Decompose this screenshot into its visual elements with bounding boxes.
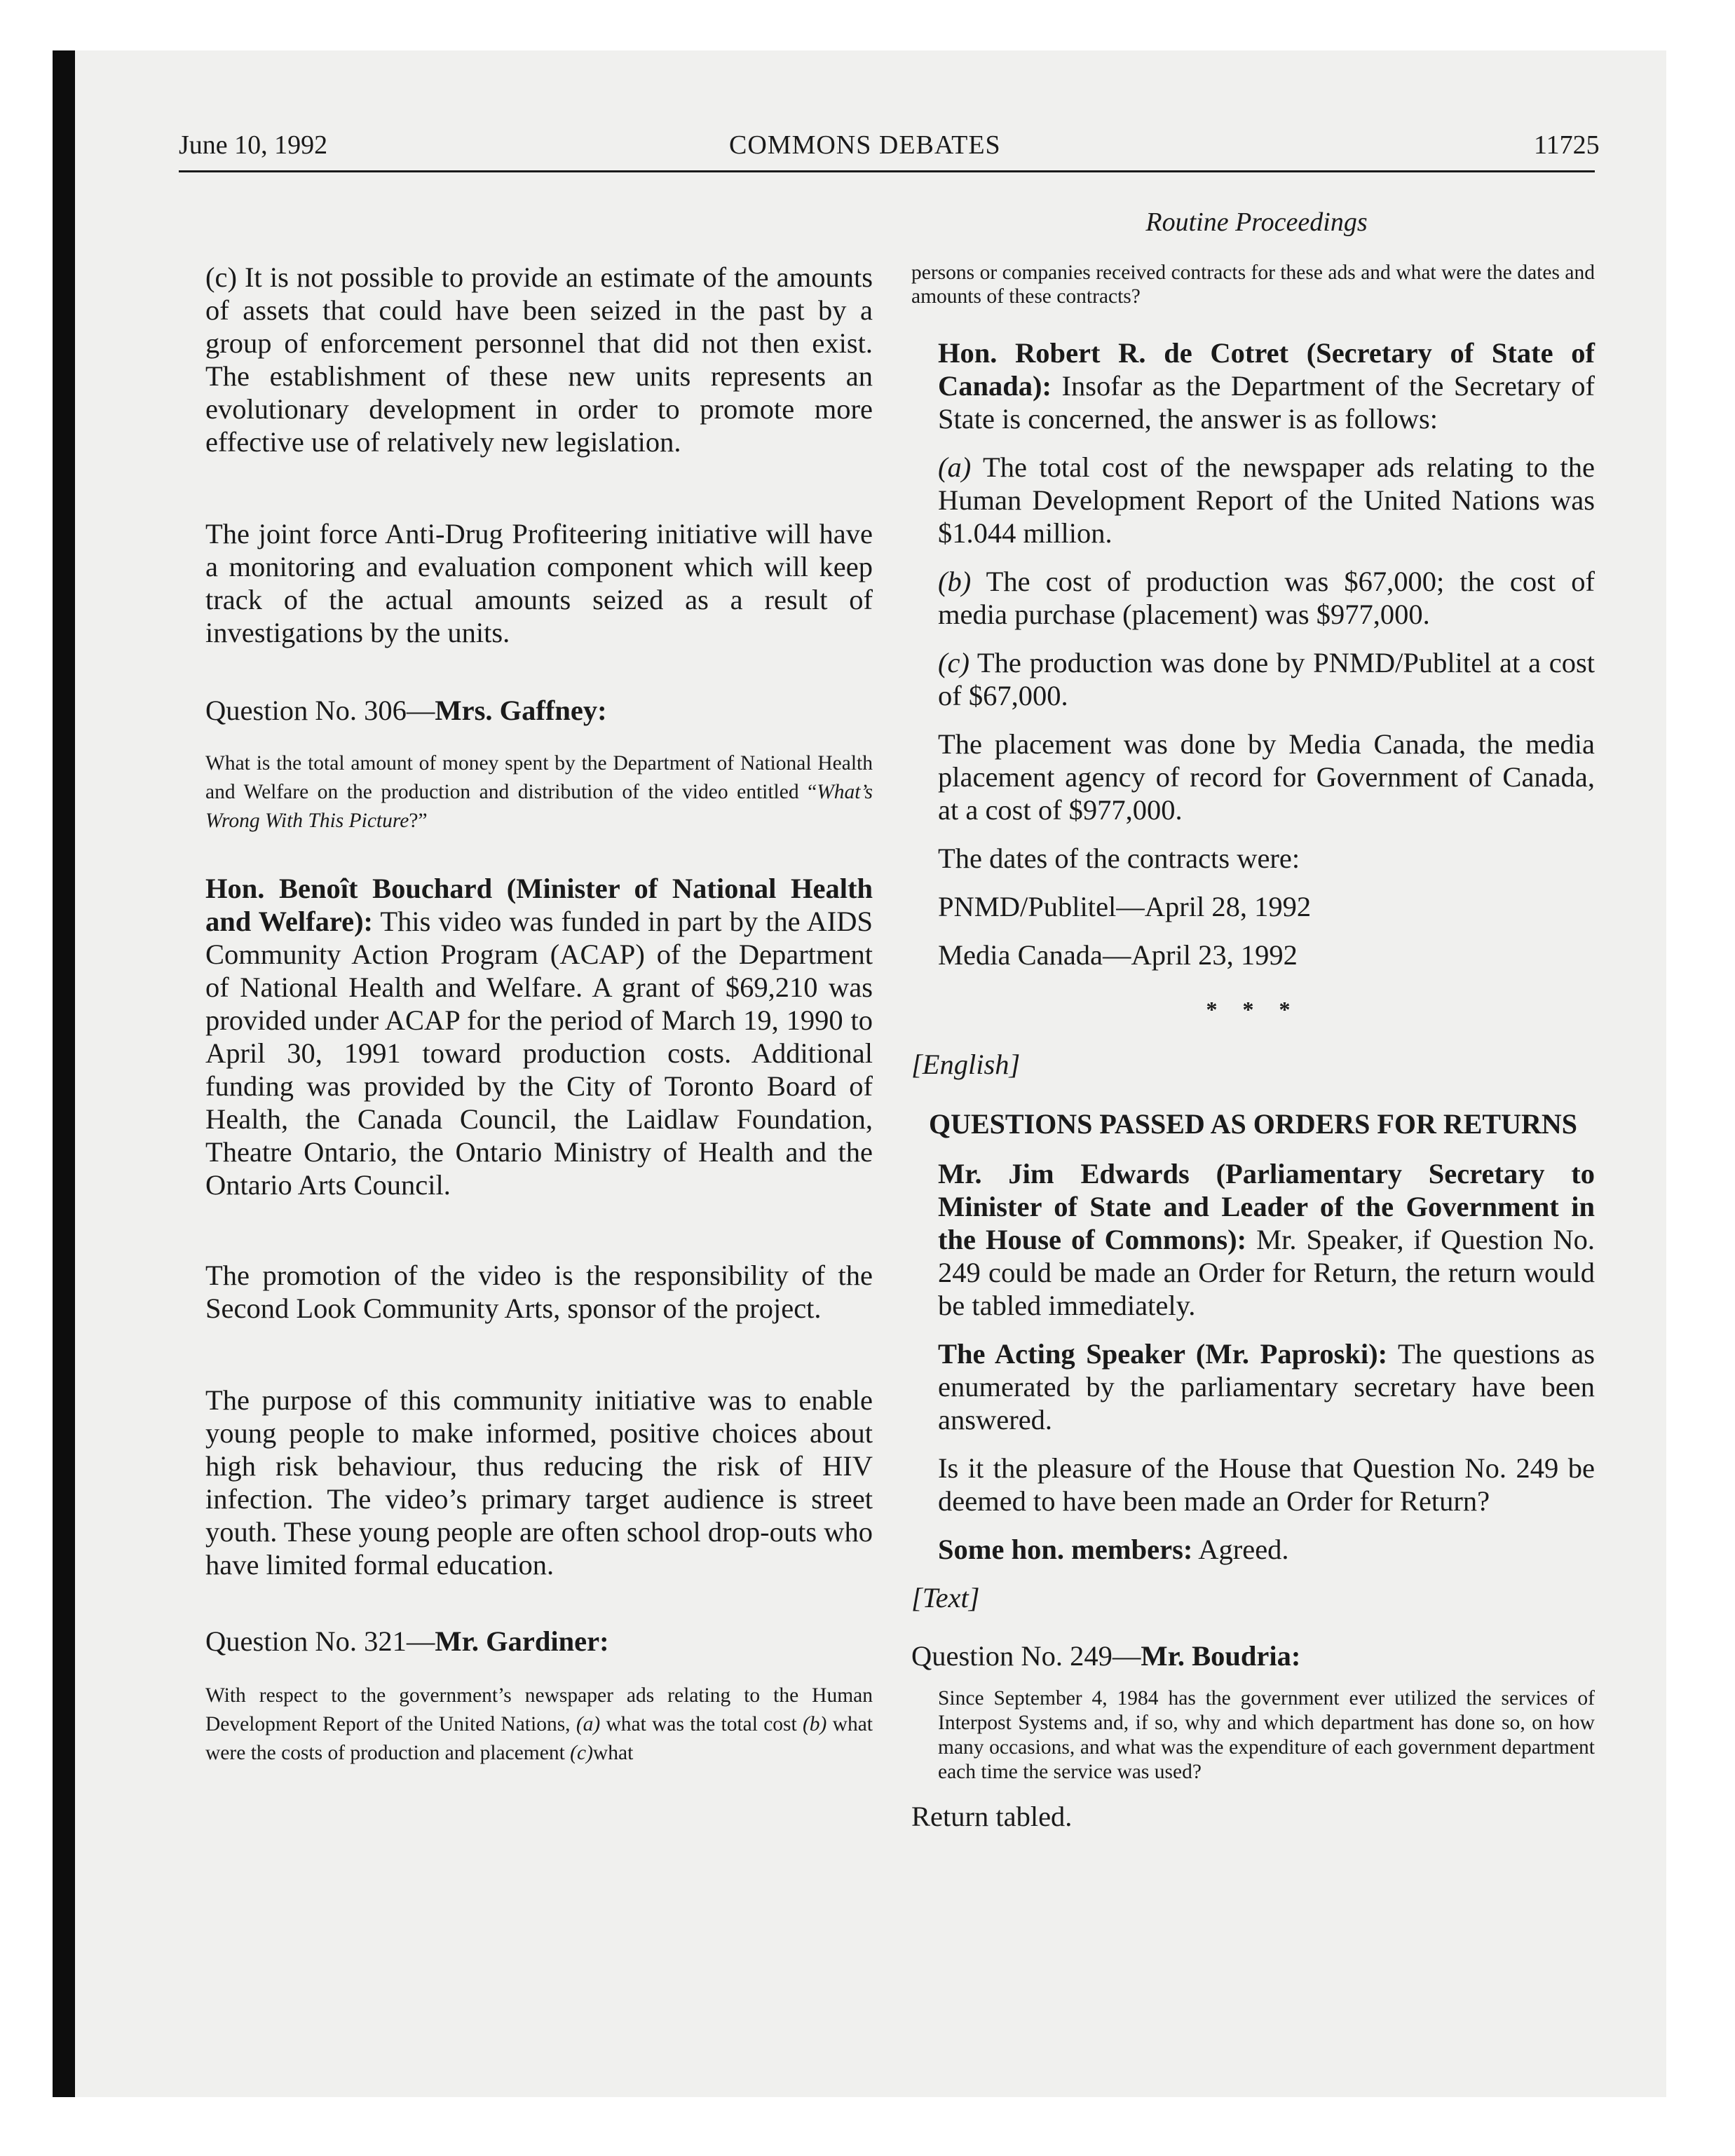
answer-b-text: The cost of production was $67,000; the cost of media purchase (placement) was $977,000. xyxy=(938,566,1595,630)
answer-c xyxy=(911,646,1595,712)
question-306-member: Mrs. Gaffney: xyxy=(435,695,607,726)
question-321-label: Question No. 321— xyxy=(205,1625,435,1657)
scan-margin xyxy=(0,0,53,2156)
orders-for-returns-heading: QUESTIONS PASSED AS ORDERS FOR RETURNS xyxy=(928,1108,1578,1140)
question-249-text: Since September 4, 1984 has the government ever utilized the services of Interpost Systems and, if so, why and which department has done so, on how many occasions, and what was the expenditure of each government department each time the service was used? xyxy=(938,1687,1595,1783)
question-321-marker-c: (c) xyxy=(570,1742,593,1764)
pleasure-question: Is it the pleasure of the House that Question No. 249 be deemed to have been made an Order for Return? xyxy=(938,1452,1595,1517)
right-column xyxy=(911,261,1595,1833)
question-306-text-a: What is the total amount of money spent by the Department of National Health and Welfare on the production and distribution of the video entitled “ xyxy=(205,752,873,803)
question-249-title xyxy=(911,1639,1595,1672)
section-heading: Routine Proceedings xyxy=(1145,207,1368,237)
edwards-speaker: Mr. Jim Edwards (Parliamentary Secretary to Minister of State and Leader of the Government in the House of Commons): xyxy=(938,1158,1595,1255)
header-page-number: 11725 xyxy=(1534,130,1600,160)
decotret-text: Insofar as the Department of the Secretary of State is concerned, the answer is as follows: xyxy=(938,370,1595,435)
members-response xyxy=(911,1533,1595,1566)
decotret-answer xyxy=(911,336,1595,435)
question-321-text-4: what xyxy=(592,1742,634,1764)
section-separator: * * * xyxy=(1206,997,1300,1022)
question-321-marker-b: (b) xyxy=(802,1713,827,1735)
question-306-title xyxy=(179,694,873,727)
answer-c-text: The production was done by PNMD/Publitel at a cost of $67,000. xyxy=(938,647,1595,711)
acting-speaker-statement xyxy=(911,1337,1595,1436)
answer-b xyxy=(911,565,1595,631)
header-title: COMMONS DEBATES xyxy=(729,130,1001,160)
header-rule xyxy=(179,170,1595,172)
language-tag-english: [English] xyxy=(911,1049,1021,1080)
question-321-title xyxy=(179,1625,873,1658)
scan-dark-edge xyxy=(53,50,75,2097)
answer-b-label: (b) xyxy=(938,566,972,597)
question-321-text-3: what were the costs of production and placement xyxy=(205,1713,873,1764)
dates-intro: The dates of the contracts were: xyxy=(938,842,1300,874)
question-321-member: Mr. Gardiner: xyxy=(435,1625,609,1657)
question-306-label: Question No. 306— xyxy=(205,695,435,726)
edwards-text: Mr. Speaker, if Question No. 249 could be made an Order for Return, the return would be tabled immediately. xyxy=(938,1224,1595,1321)
question-321-text-2: what was the total cost xyxy=(600,1713,803,1735)
contract-date-1: PNMD/Publitel—April 28, 1992 xyxy=(938,891,1312,922)
question-249-label: Question No. 249— xyxy=(911,1640,1141,1672)
answer-a-label: (a) xyxy=(938,451,972,483)
question-306-text xyxy=(179,749,873,835)
contract-date-2: Media Canada—April 23, 1992 xyxy=(938,939,1298,971)
question-249-member: Mr. Boudria: xyxy=(1141,1640,1301,1672)
bouchard-speaker: Hon. Benoît Bouchard (Minister of National Health and Welfare): xyxy=(205,873,873,937)
text-tag: [Text] xyxy=(911,1582,980,1613)
bouchard-answer xyxy=(179,872,873,1201)
question-321-marker-a: (a) xyxy=(576,1713,601,1735)
answer-c-label: (c) xyxy=(938,647,969,678)
question-321-text-1: With respect to the government’s newspaper ads relating to the Human Development Report of the United Nations, xyxy=(205,1684,873,1735)
header-date: June 10, 1992 xyxy=(179,130,328,160)
return-tabled: Return tabled. xyxy=(911,1801,1073,1832)
bouchard-text: This video was funded in part by the AIDS Community Action Program (ACAP) of the Department of National Health and Welfare. A grant of $69,210 was provided under ACAP for the period of March 19, 1990 to April 30, 1991 toward production costs. Additional funding was provided by the City of Toronto Board of Health, the Canada Council, the Laidlaw Foundation, Theatre Ontario, the Ontario Ministry of Health and the Ontario Arts Council. xyxy=(205,906,873,1201)
paragraph-promotion: The promotion of the video is the responsibility of the Second Look Community Arts, sponsor of the project. xyxy=(205,1260,873,1324)
question-321-text xyxy=(179,1681,873,1768)
answer-a xyxy=(911,451,1595,550)
paragraph-c: (c) It is not possible to provide an estimate of the amounts of assets that could have been seized in the past by a group of enforcement personnel that did not then exist. The establishment of these new units represents an evolutionary development in order to promote more effective use of relatively new legislation. xyxy=(205,261,873,458)
question-321-continued: persons or companies received contracts for these ads and what were the dates and amounts of these contracts? xyxy=(911,261,1595,308)
acting-speaker: The Acting Speaker (Mr. Paproski): xyxy=(938,1338,1388,1370)
acting-speaker-text: The questions as enumerated by the parliamentary secretary have been answered. xyxy=(938,1338,1595,1435)
paragraph-placement: The placement was done by Media Canada, the media placement agency of record for Government of Canada, at a cost of $977,000. xyxy=(938,728,1595,826)
edwards-statement xyxy=(911,1157,1595,1322)
question-306-text-b: ?” xyxy=(409,810,428,832)
answer-a-text: The total cost of the newspaper ads relating to the Human Development Report of the United Nations was $1.044 million. xyxy=(938,451,1595,549)
video-title: What’s Wrong With This Picture xyxy=(205,781,873,832)
paragraph-joint-force: The joint force Anti-Drug Profiteering initiative will have a monitoring and evaluation component which will keep track of the actual amounts seized as a result of investigations by the units. xyxy=(205,518,873,648)
members-speaker: Some hon. members: xyxy=(938,1534,1193,1565)
decotret-speaker: Hon. Robert R. de Cotret (Secretary of State of Canada): xyxy=(938,337,1595,402)
paragraph-purpose: The purpose of this community initiative was to enable young people to make informed, positive choices about high risk behaviour, thus reducing the risk of HIV infection. The video’s primary target audience is street youth. These young people are often school drop-outs who have limited formal education. xyxy=(205,1384,873,1581)
members-agreed: Agreed. xyxy=(1192,1534,1289,1565)
left-column xyxy=(179,261,873,1768)
